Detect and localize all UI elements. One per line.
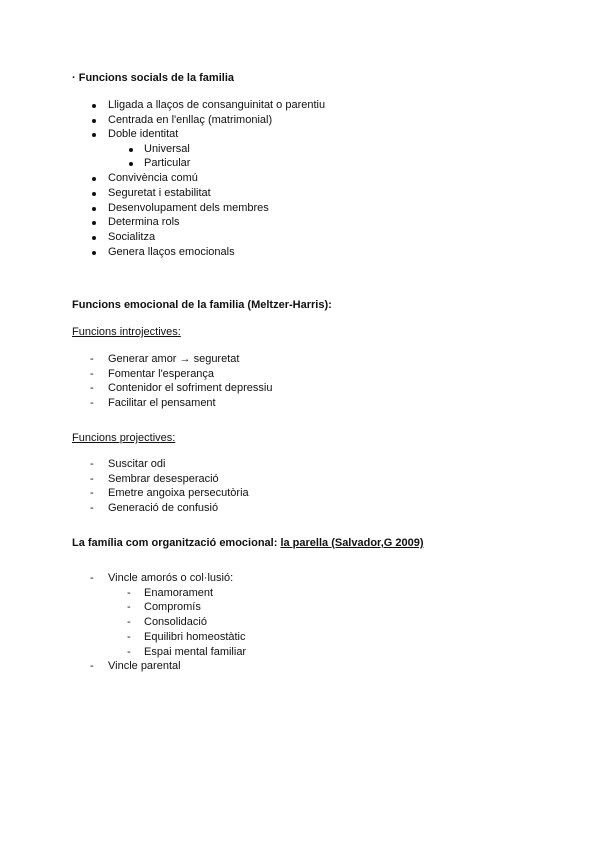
bullet-icon [129,148,133,152]
sub-list-item: Consolidació [144,616,207,628]
bullet-icon [92,133,96,137]
section1-heading: · Funcions socials de la familia [72,72,234,84]
section3-heading [72,536,424,550]
dash-icon: - [90,382,94,394]
list-item: Suscitar odi [108,458,166,470]
list-item: Seguretat i estabilitat [108,187,211,199]
dash-icon: - [127,646,131,658]
list-item: Determina rols [108,216,180,228]
list-item: Convivència comú [108,172,198,184]
sub-list-item: Particular [144,157,191,169]
bullet-icon [92,192,96,196]
list-item: Contenidor el sofriment depressiu [108,382,273,394]
list-item: Emetre angoixa persecutòria [108,487,249,499]
dash-icon: - [90,660,94,672]
list-item: Desenvolupament dels membres [108,202,269,214]
section2-heading: Funcions emocional de la familia (Meltzer-Harris): [72,299,332,311]
dash-icon: - [90,458,94,470]
dash-icon: - [127,601,131,613]
dash-icon: - [127,631,131,643]
dash-icon: - [90,368,94,380]
sub-list-item: Espai mental familiar [144,646,247,658]
dash-icon: - [90,487,94,499]
dash-icon: - [90,502,94,514]
projective-label: Funcions projectives: [72,432,176,444]
list-item: Vincle parental [108,660,181,672]
list-item: Generació de confusió [108,502,219,514]
dash-icon: - [90,473,94,485]
dash-icon: - [127,616,131,628]
bullet-icon [92,251,96,255]
sub-list-item: Universal [144,143,190,155]
list-item: Centrada en l'enllaç (matrimonial) [108,114,273,126]
bullet-icon [92,207,96,211]
bullet-icon [92,236,96,240]
section3-heading-reference: la parella (Salvador,G 2009) [280,537,424,549]
bullet-icon [129,162,133,166]
section3-heading-prefix: La família com organització emocional: [72,537,281,549]
bullet-icon [92,104,96,108]
bullet-icon [92,119,96,123]
dash-icon: - [90,397,94,409]
list-item: Facilitar el pensament [108,397,216,409]
dash-icon: - [127,587,131,599]
bullet-icon [92,177,96,181]
sub-list-item: Enamorament [144,587,214,599]
list-item: Sembrar desesperació [108,473,219,485]
list-item: Doble identitat [108,128,179,140]
list-item: Generar amor → seguretat [108,353,240,365]
introjective-label: Funcions introjectives: [72,326,181,338]
bullet-icon [92,221,96,225]
sub-list-item: Compromís [144,601,201,613]
list-item: Vincle amorós o col·lusió: [108,572,234,584]
list-item: Genera llaços emocionals [108,246,235,258]
list-item: Fomentar l'esperança [108,368,215,380]
sub-list-item: Equilibri homeostàtic [144,631,246,643]
dash-icon: - [90,353,94,365]
list-item: Socialitza [108,231,156,243]
list-item: Lligada a llaços de consanguinitat o parentiu [108,99,326,111]
dash-icon: - [90,572,94,584]
